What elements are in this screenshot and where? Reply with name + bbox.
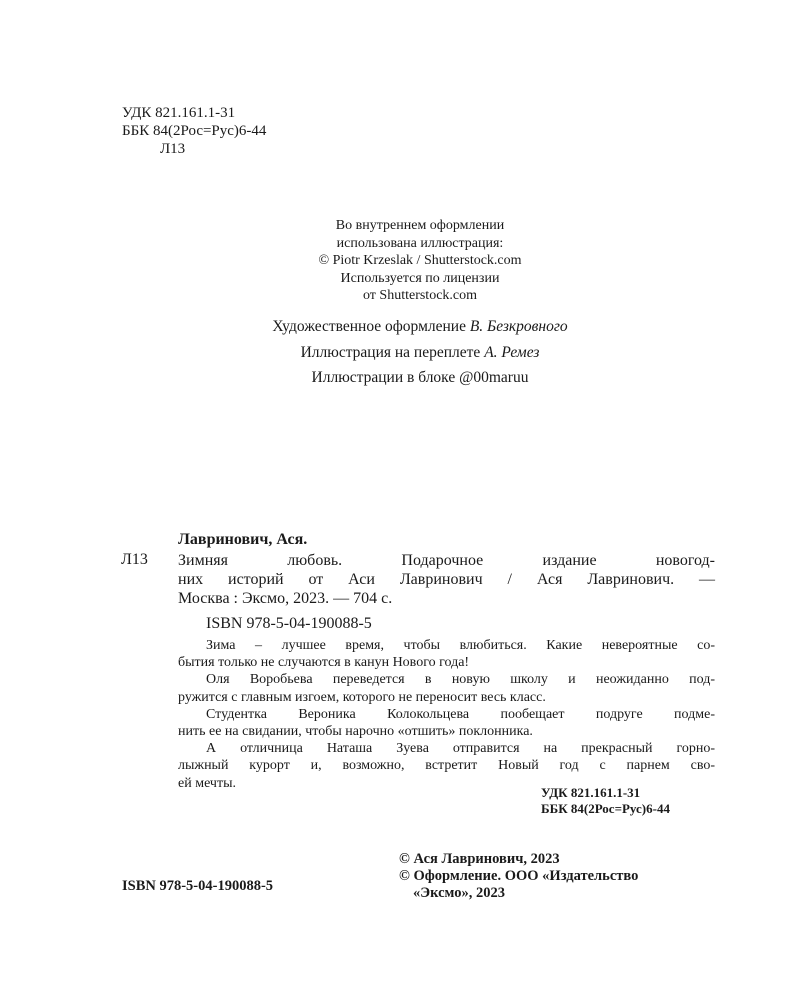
block-illustration-credit: [0, 369, 800, 387]
classification-codes-top: [122, 104, 266, 158]
credit-line: © Piotr Krzeslak / Shutterstock.com: [318, 253, 522, 268]
annotation-line: Зима – лучшее время, чтобы влюбиться. Какие невероятные со-: [206, 638, 715, 653]
annotation: [178, 637, 715, 792]
bbk-code: ББК 84(2Рос=Рус)6-44: [122, 123, 267, 139]
art-design-credit: [0, 318, 800, 336]
cover-illustration-name: А. Ремез: [484, 344, 540, 361]
bib-line: них историй от Аси Лавринович / Ася Лавринович. —: [178, 571, 715, 588]
isbn-footer: ISBN 978-5-04-190088-5: [122, 878, 274, 894]
udk-code-bottom: УДК 821.161.1-31: [541, 785, 641, 800]
copyright-block: [399, 851, 638, 902]
credit-line: Используется по лицензии: [340, 270, 500, 286]
isbn-bibliographic: ISBN 978-5-04-190088-5: [206, 615, 372, 632]
annotation-line: ружится с главным изгоем, которого не переносит весь класс.: [178, 689, 546, 705]
annotation-line: бытия только не случаются в канун Нового года!: [178, 655, 470, 671]
credit-line: использована иллюстрация:: [336, 235, 504, 251]
illustration-credit: [0, 217, 800, 305]
annotation-line: нить ее на свидании, чтобы нарочно «отшить» поклонника.: [178, 724, 533, 740]
bib-line: Зимняя любовь. Подарочное издание новогод-: [178, 552, 715, 569]
author-mark-bib: Л13: [121, 551, 148, 568]
copyright-author: © Ася Лавринович, 2023: [399, 851, 560, 867]
annotation-line: А отличница Наташа Зуева отправится на прекрасный горно-: [206, 741, 715, 757]
author-mark: Л13: [160, 141, 186, 157]
annotation-line: лыжный курорт и, возможно, встретит Новый год с парнем сво-: [178, 758, 715, 774]
author-heading: Лавринович, Ася.: [178, 531, 308, 548]
credit-line: Во внутреннем оформлении: [335, 218, 505, 233]
cover-illustration-credit: [0, 344, 800, 362]
annotation-line: ей мечты.: [178, 775, 236, 791]
bbk-code-bottom: ББК 84(2Рос=Рус)6-44: [541, 801, 670, 816]
credit-line: от Shutterstock.com: [362, 288, 478, 303]
annotation-line: Студентка Вероника Колокольцева пообещает подруге подме-: [206, 706, 715, 722]
classification-codes-bottom: [541, 785, 670, 817]
bib-line: Москва : Эксмо, 2023. — 704 с.: [178, 590, 393, 607]
copyright-design: © Оформление. ООО «Издательство: [399, 868, 639, 884]
udk-code: УДК 821.161.1-31: [122, 105, 236, 121]
copyright-design-cont: «Эксмо», 2023: [413, 885, 505, 901]
art-design-label: Художественное оформление: [272, 318, 466, 335]
cover-illustration-label: Иллюстрация на переплете: [300, 344, 481, 361]
annotation-line: Оля Воробьева переведется в новую школу и неожиданно под-: [206, 672, 715, 688]
bibliographic-description: [178, 551, 715, 608]
art-design-name: В. Безкровного: [469, 318, 568, 335]
block-illustration-label: Иллюстрации в блоке @00maruu: [311, 369, 529, 386]
